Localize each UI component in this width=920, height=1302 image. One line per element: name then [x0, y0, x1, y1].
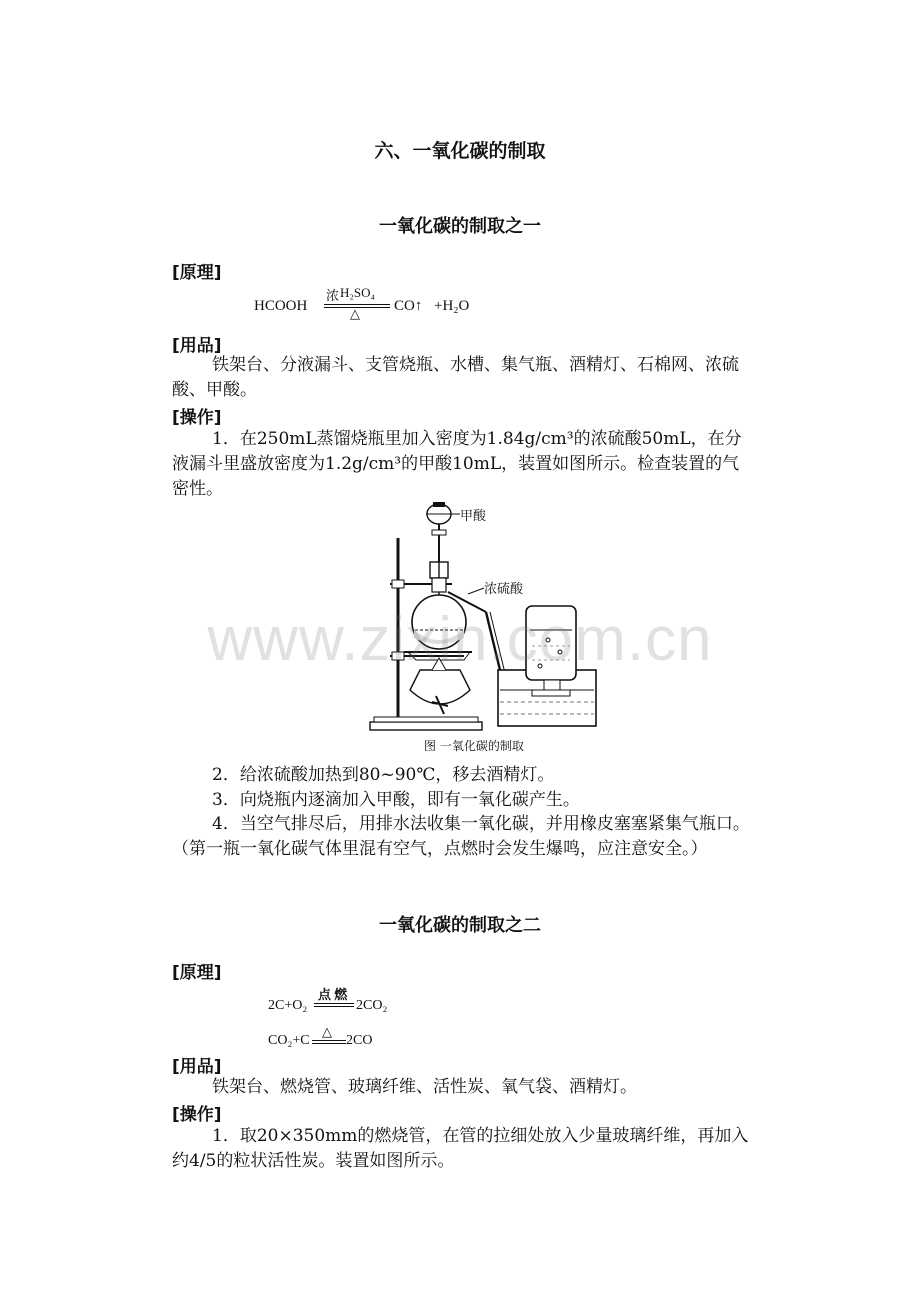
eq-catalyst: H₂SO₄ — [340, 285, 376, 300]
eq-condition-bottom: △ — [350, 306, 360, 321]
eq2-double-line — [314, 1003, 354, 1007]
eq2-condition: 点 燃 — [318, 987, 348, 1002]
part2-supplies-text: 铁架台、燃烧管、玻璃纤维、活性炭、氧气袋、酒精灯。 — [212, 1077, 637, 1097]
reaction-equation-1 — [254, 284, 494, 324]
eq3-double-line — [312, 1040, 346, 1044]
eq3-condition: △ — [322, 1024, 332, 1039]
part2-step-1: 1．取20×350mm的燃烧管，在管的拉细处放入少量玻璃纤维，再加入约4/5的粒状活性炭。装置如图所示。 — [172, 1126, 749, 1171]
figure-caption: 图 一氧化碳的制取 — [424, 739, 524, 753]
eq-product-1: CO↑ — [394, 298, 423, 314]
part2-principle-label: [原理] — [172, 963, 222, 983]
main-title: 六、一氧化碳的制取 — [374, 140, 546, 162]
part1-step-4: 4．当空气排尽后，用排水法收集一氧化碳，并用橡皮塞塞紧集气瓶口。（第一瓶一氧化碳气体里混有空气，点燃时会发生爆鸣，应注意安全。） — [172, 814, 750, 859]
reaction-equation-3 — [268, 1024, 468, 1054]
part2-ops-label: [操作] — [172, 1105, 222, 1125]
figure-label-sulfuric-acid: 浓硫酸 — [484, 582, 524, 597]
part2-title: 一氧化碳的制取之二 — [379, 915, 541, 936]
eq3-left: CO₂+C — [268, 1033, 310, 1048]
reaction-equation-2 — [268, 984, 468, 1018]
part1-supplies-label: [用品] — [172, 336, 222, 356]
part1-ops-label: [操作] — [172, 408, 222, 428]
part1-step-1: 1．在250mL蒸馏烧瓶里加入密度为1.84g/cm³的浓硫酸50mL，在分液漏斗里盛放密度为1.2g/cm³的甲酸10mL，装置如图所示。检查装置的气密性。 — [172, 429, 742, 499]
part1-supplies-text: 铁架台、分液漏斗、支管烧瓶、水槽、集气瓶、酒精灯、石棉网、浓硫酸、甲酸。 — [172, 355, 739, 400]
eq2-left: 2C+O₂ — [268, 998, 308, 1013]
eq3-right: 2CO — [346, 1033, 373, 1048]
figure-label-formic-acid: 甲酸 — [460, 509, 487, 524]
part2-supplies-label: [用品] — [172, 1057, 222, 1077]
eq-product-2: +H₂O — [434, 298, 470, 314]
eq2-right: 2CO₂ — [356, 998, 388, 1013]
eq-condition-top: 浓 — [326, 288, 340, 303]
part1-principle-label: [原理] — [172, 263, 222, 283]
part1-title: 一氧化碳的制取之一 — [379, 216, 541, 237]
part1-step-3: 3．向烧瓶内逐滴加入甲酸，即有一氧化碳产生。 — [212, 790, 580, 810]
part1-step-2: 2．给浓硫酸加热到80~90℃，移去酒精灯。 — [212, 765, 555, 785]
eq-reactant: HCOOH — [254, 298, 308, 314]
watermark: www.zixin.com.cn — [207, 605, 713, 674]
